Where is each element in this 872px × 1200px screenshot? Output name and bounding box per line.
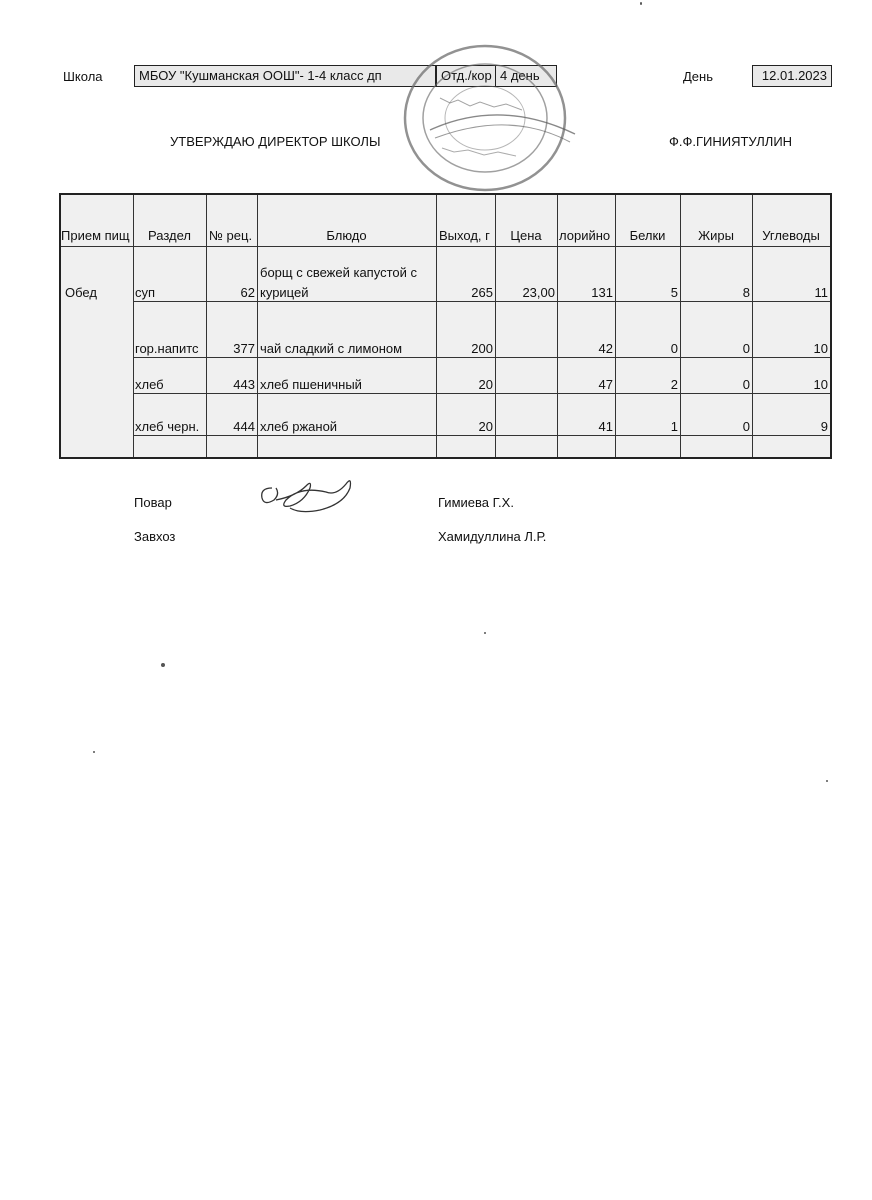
row1-fat: 8 xyxy=(742,285,750,300)
scan-speck xyxy=(484,632,486,634)
scan-speck xyxy=(640,2,642,5)
row2-kcal: 42 xyxy=(598,341,613,356)
row4-fat: 0 xyxy=(742,419,750,434)
row1-section: суп xyxy=(135,285,156,300)
meal-name: Обед xyxy=(65,285,97,300)
row1-carbs: 11 xyxy=(814,285,828,300)
row4-protein: 1 xyxy=(670,419,678,434)
department-field: Отд./кор xyxy=(436,65,496,87)
date-field: 12.01.2023 xyxy=(752,65,832,87)
approve-text: УТВЕРЖДАЮ ДИРЕКТОР ШКОЛЫ xyxy=(170,134,381,149)
cook-name: Гимиева Г.Х. xyxy=(438,495,514,510)
row2-section: гор.напитс xyxy=(135,341,199,356)
column-header-recipe: № рец. xyxy=(209,228,253,243)
cook-signature xyxy=(252,470,362,525)
row2-dish: чай сладкий с лимоном xyxy=(260,341,403,356)
school-name-field: МБОУ "Кушманская ООШ"- 1-4 класс дп xyxy=(134,65,436,87)
column-header-protein: Белки xyxy=(629,228,666,243)
column-header-dish: Блюдо xyxy=(326,228,367,243)
row1-price: 23,00 xyxy=(522,285,555,300)
row3-kcal: 47 xyxy=(598,377,613,392)
school-label: Школа xyxy=(63,69,103,84)
row2-carbs: 10 xyxy=(813,341,828,356)
scan-speck xyxy=(826,780,828,782)
row4-section: хлеб черн. xyxy=(135,419,200,434)
menu-table xyxy=(59,193,832,459)
row2-recipe: 377 xyxy=(233,341,255,356)
column-header-carbs: Углеводы xyxy=(762,228,820,243)
day-label: День xyxy=(683,69,713,84)
row1-kcal: 131 xyxy=(591,285,613,300)
row2-yield: 200 xyxy=(471,341,493,356)
row4-dish: хлеб ржаной xyxy=(260,419,338,434)
row3-dish: хлеб пшеничный xyxy=(260,377,362,392)
row1-dish-line2: курицей xyxy=(260,285,309,300)
storekeeper-label: Завхоз xyxy=(134,529,176,544)
row4-kcal: 41 xyxy=(598,419,613,434)
day-number-field: 4 день xyxy=(495,65,557,87)
row3-section: хлеб xyxy=(135,377,164,392)
column-header-section: Раздел xyxy=(148,228,191,243)
row3-protein: 2 xyxy=(670,377,678,392)
storekeeper-name: Хамидуллина Л.Р. xyxy=(438,529,547,544)
row4-recipe: 444 xyxy=(233,419,255,434)
row1-dish-line1: борщ с свежей капустой с xyxy=(260,265,417,280)
scan-speck xyxy=(93,751,95,753)
row4-carbs: 9 xyxy=(820,419,828,434)
cook-label: Повар xyxy=(134,495,172,510)
row3-yield: 20 xyxy=(478,377,493,392)
row2-protein: 0 xyxy=(670,341,678,356)
row1-recipe: 62 xyxy=(240,285,255,300)
school-seal-stamp xyxy=(390,38,580,198)
row3-carbs: 10 xyxy=(813,377,828,392)
row4-yield: 20 xyxy=(478,419,493,434)
column-header-yield: Выход, г xyxy=(439,228,490,243)
scan-speck xyxy=(161,663,165,667)
director-name: Ф.Ф.ГИНИЯТУЛЛИН xyxy=(669,134,793,149)
row1-protein: 5 xyxy=(670,285,678,300)
row1-yield: 265 xyxy=(471,285,493,300)
column-header-kcal: лорийно xyxy=(559,228,611,243)
row3-fat: 0 xyxy=(742,377,750,392)
column-header-fat: Жиры xyxy=(698,228,734,243)
row2-fat: 0 xyxy=(742,341,750,356)
row3-recipe: 443 xyxy=(233,377,255,392)
column-header-price: Цена xyxy=(510,228,542,243)
column-header-meal: Прием пищ xyxy=(61,228,130,243)
